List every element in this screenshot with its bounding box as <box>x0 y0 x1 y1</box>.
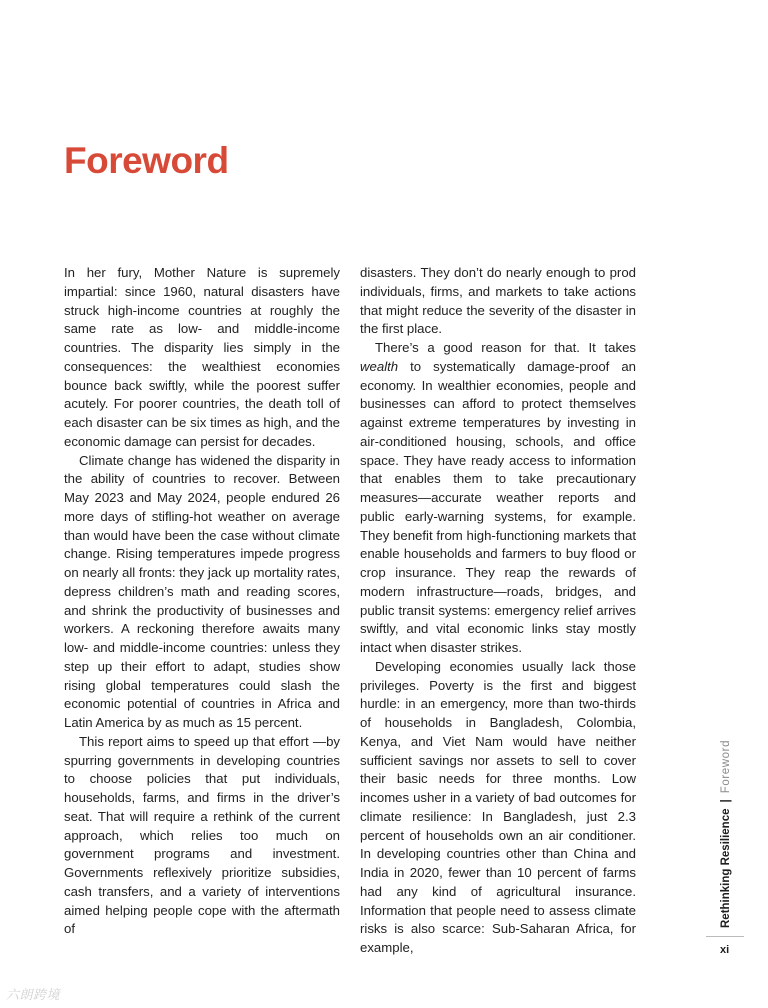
watermark: 六朗跨境 <box>6 987 61 1002</box>
page-number: xi <box>720 944 730 956</box>
paragraph <box>360 339 636 658</box>
paragraph: disasters. They don’t do nearly enough to prod individuals, firms, and markets to take actions that might reduce the severity of the disaster in the first place. <box>360 265 636 337</box>
running-header <box>718 740 734 928</box>
page-title: Foreword <box>64 140 229 181</box>
paragraph: Developing economies usually lack those privileges. Poverty is the first and biggest hurdle: in an emergency, more than two-thirds of households in Bangladesh, Colombia, Kenya, and Viet Nam would have neither sufficient savings nor assets to sell to cover their basic needs for three months. Low incomes usher in a variety of bad outcomes for climate resilience: In Bangladesh, just 2.3 percent of households own an air conditioner. In developing countries other than China and India in 2020, fewer than 10 percent of farms had any kind of agricultural insurance. Information that people need to assess climate risks is also scarce: Sub-Saharan Africa, for example, <box>360 658 636 955</box>
paragraph-text: to systematically damage-proof an economy. In wealthier economies, people and businesses can afford to protect themselves against extreme temperatures by investing in air-conditioned housing, schools, and office space. They have ready access to information that enables them to take precautionary measures—accurate weather reports and public early-warning systems, for example. They benefit from high-functioning markets that enable households and farmers to buy flood or crop insurance. They reap the rewards of modern infrastructure—roads, bridges, and public transit systems: emergency relief arrives swiftly, and vital economic links stay mostly intact when disaster strikes. <box>360 358 636 655</box>
paragraph: Climate change has widened the disparity in the ability of countries to recover. Between May 2023 and May 2024, people endured 26 more days of stifling-hot weather on average than would have been the case without climate change. Rising temperatures impede progress on nearly all fronts: they jack up mortality rates, depress children’s math and reading scores, and shrink the productivity of businesses and workers. A reckoning therefore awaits many low- and middle-income countries: unless they step up their effort to adapt, studies show rising global temperatures could slash the economic potential of countries in Africa and Latin America by as much as 15 percent. <box>64 452 340 730</box>
emphasis-wealth: wealth <box>360 358 399 374</box>
right-column <box>360 264 636 958</box>
divider <box>706 936 744 937</box>
book-title: Rethinking Resilience <box>720 808 732 928</box>
paragraph: This report aims to speed up that effort —by spurring governments in developing countries to choose policies that put individuals, households, farms, and firms in the driver’s seat. That will require a rethink of the current approach, which relies too much on government programs and investment. Governments reflexively prioritize subsidies, cash transfers, and a variety of interventions aimed helping people cope with the aftermath of <box>64 733 340 937</box>
paragraph-text: There’s a good reason for that. It takes <box>375 340 636 355</box>
separator: | <box>720 799 732 803</box>
left-column <box>64 264 340 939</box>
paragraph: In her fury, Mother Nature is supremely impartial: since 1960, natural disasters have struck high-income countries at roughly the same rate as low- and middle-income countries. The disparity lies simply in the consequences: the wealthiest economies bounce back swiftly, while the poorest suffer acutely. For poorer countries, the death toll of each disaster can be six times as high, and the economic damage can persist for decades. <box>64 265 340 449</box>
section-name: Foreword <box>720 739 732 794</box>
